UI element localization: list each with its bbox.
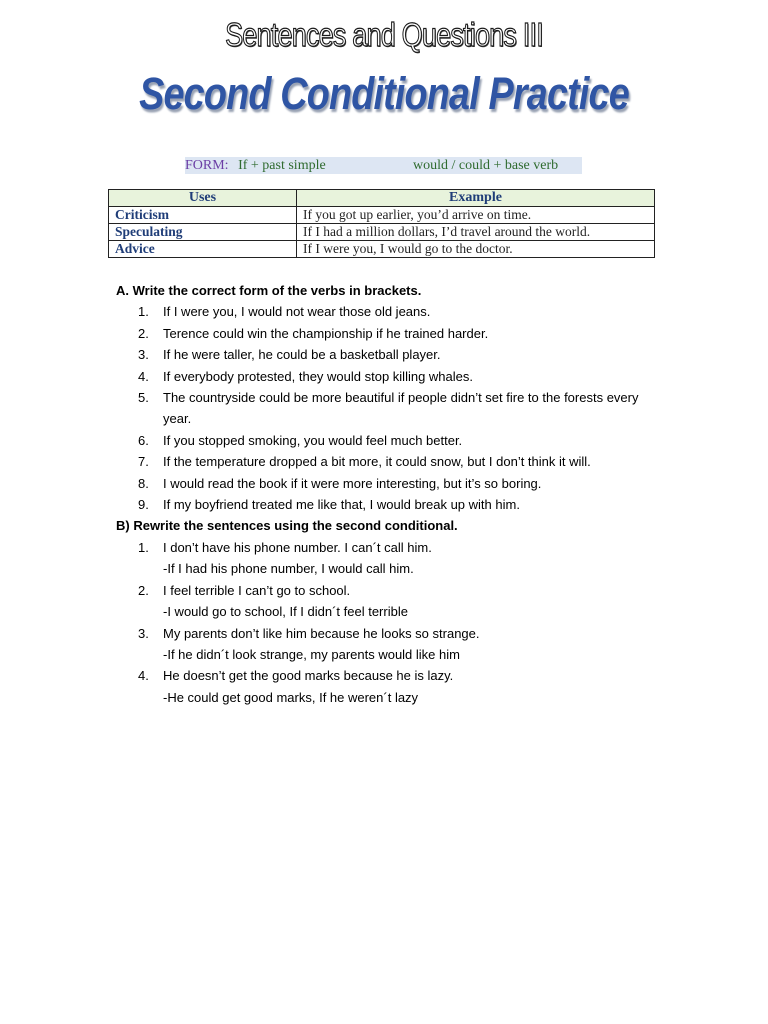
item-text: If everybody protested, they would stop killing whales. (163, 368, 474, 384)
item-text: I would read the book if it were more interesting, but it’s so boring. (163, 475, 542, 491)
item-number: 8. (138, 475, 149, 491)
item-number: 1. (138, 304, 149, 320)
item-number: 1. (138, 539, 149, 555)
item-number: 7. (138, 454, 149, 470)
answer-text: -If I had his phone number, I would call him. (163, 561, 414, 577)
form-label: FORM: (185, 158, 229, 173)
item-text: I feel terrible I can’t go to school. (163, 582, 351, 598)
list-item (116, 301, 716, 322)
uses-header: Uses (109, 190, 297, 207)
item-text: I don’t have his phone number. I can´t call him. (163, 539, 432, 555)
item-text: If I were you, I would not wear those old jeans. (163, 304, 431, 320)
form-rule (185, 157, 582, 174)
item-number: 5. (138, 390, 149, 406)
page-title: Sentences and Questions III (225, 16, 543, 53)
item-number: 4. (138, 368, 149, 384)
form-main-clause: would / could + base verb (413, 158, 559, 173)
table-row (109, 207, 655, 224)
item-text: If he were taller, he could be a basketball player. (163, 347, 441, 363)
uses-table (108, 189, 655, 258)
example-cell: If I were you, I would go to the doctor. (297, 241, 655, 258)
list-item (116, 430, 716, 451)
example-header: Example (297, 190, 655, 207)
table-row (109, 241, 655, 258)
use-cell: Criticism (109, 207, 297, 224)
item-text: The countryside could be more beautiful if people didn’t set fire to the forests every year. (163, 390, 639, 427)
item-number: 3. (138, 347, 149, 363)
answer-text: -I would go to school, If I didn´t feel terrible (163, 604, 408, 620)
list-item (116, 451, 716, 472)
item-number: 3. (138, 625, 149, 641)
item-text: If my boyfriend treated me like that, I would break up with him. (163, 497, 520, 513)
use-cell: Speculating (109, 224, 297, 241)
list-item (116, 494, 716, 515)
item-number: 6. (138, 432, 149, 448)
item-text: He doesn’t get the good marks because he is lazy. (163, 668, 454, 684)
list-item (116, 323, 716, 344)
example-cell: If I had a million dollars, I’d travel around the world. (297, 224, 655, 241)
list-item (116, 366, 716, 387)
list-item (116, 473, 716, 494)
list-item (116, 580, 716, 601)
item-number: 4. (138, 668, 149, 684)
item-number: 9. (138, 497, 149, 513)
exercises (116, 280, 716, 708)
form-if-clause: If + past simple (238, 158, 326, 173)
table-row (109, 224, 655, 241)
list-item (116, 344, 716, 365)
use-cell: Advice (109, 241, 297, 258)
item-number: 2. (138, 582, 149, 598)
list-item (116, 387, 653, 430)
answer-text: -If he didn´t look strange, my parents would like him (163, 646, 460, 662)
section-b-heading: B) Rewrite the sentences using the second conditional. (116, 518, 458, 534)
example-cell: If you got up earlier, you’d arrive on time. (297, 207, 655, 224)
section-b-list (116, 537, 716, 708)
list-item (116, 623, 716, 644)
answer-text: -He could get good marks, If he weren´t lazy (163, 689, 419, 705)
item-text: If you stopped smoking, you would feel much better. (163, 432, 463, 448)
section-a-list (116, 301, 716, 515)
list-item (116, 537, 716, 558)
item-text: If the temperature dropped a bit more, it could snow, but I don’t think it will. (163, 454, 591, 470)
item-number: 2. (138, 325, 149, 341)
section-a-heading: A. Write the correct form of the verbs in brackets. (116, 283, 422, 298)
item-text: My parents don’t like him because he looks so strange. (163, 625, 480, 641)
item-text: Terence could win the championship if he trained harder. (163, 325, 489, 341)
page-subtitle: Second Conditional Practice (139, 68, 629, 119)
list-item (116, 665, 716, 686)
